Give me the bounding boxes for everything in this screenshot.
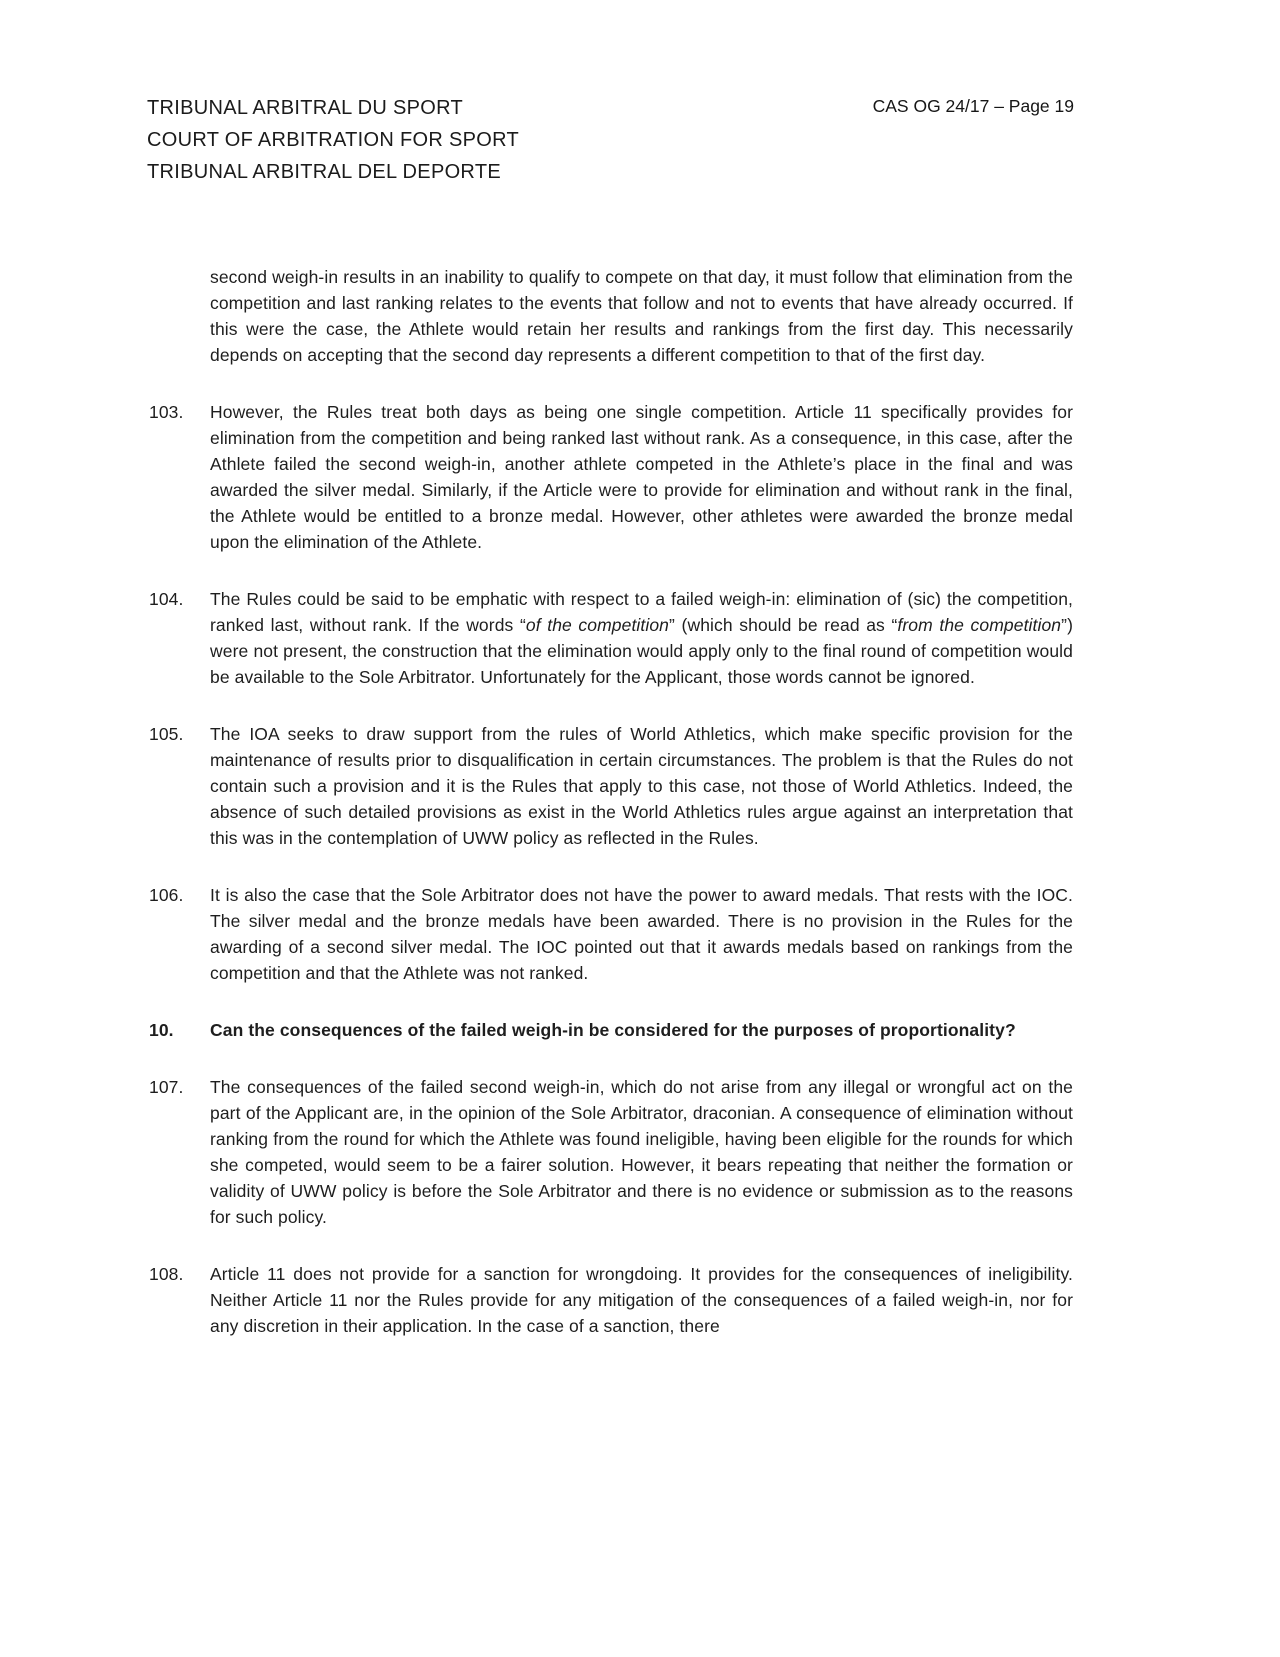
paragraph-number: 108. bbox=[149, 1264, 184, 1284]
document-content bbox=[149, 264, 1073, 1370]
paragraph-text: The IOA seeks to draw support from the rules of World Athletics, which make specific provision for the maintenance of results prior to disqualification in certain circumstances. The problem is that the Rules do not contain such a provision and it is the Rules that apply to this case, not those of World Athletics. Indeed, the absence of such detailed provisions as exist in the World Athletics rules argue against an interpretation that this was in the contemplation of UWW policy as reflected in the Rules. bbox=[210, 724, 1073, 848]
heading-number: 10. bbox=[149, 1020, 174, 1040]
paragraph-106 bbox=[149, 882, 1073, 986]
paragraph-number: 107. bbox=[149, 1077, 184, 1097]
paragraph-number: 103. bbox=[149, 402, 184, 422]
paragraph-108 bbox=[149, 1261, 1073, 1339]
paragraph-text: Article 11 does not provide for a sanction for wrongdoing. It provides for the consequences of ineligibility. Neither Article 11 nor the Rules provide for any mitigation of the consequences of a failed weigh-in, nor for any discretion in their application. In the case of a sanction, there bbox=[210, 1264, 1073, 1336]
italic-quoted-phrase: of the competition bbox=[525, 615, 670, 635]
paragraph-107 bbox=[149, 1074, 1073, 1230]
letterhead-line-english: COURT OF ARBITRATION FOR SPORT bbox=[147, 129, 519, 151]
text-segment: The Rules could be said to be emphatic with respect to a failed weigh-in: elimination of (sic) the competition, ranked last, without rank. If the words “ bbox=[210, 589, 1073, 635]
paragraph-text: However, the Rules treat both days as being one single competition. Article 11 specifically provides for elimination from the competition and being ranked last without rank. As a consequence, in this case, after the Athlete failed the second weigh-in, another athlete competed in the Athlete’s place in the final and was awarded the silver medal. Similarly, if the Article were to provide for elimination and without rank in the final, the Athlete would be entitled to a bronze medal. However, other athletes were awarded the bronze medal upon the elimination of the Athlete. bbox=[210, 402, 1073, 552]
paragraph-number: 104. bbox=[149, 589, 184, 609]
continuation-paragraph: second weigh-in results in an inability to qualify to compete on that day, it must follow that elimination from the competition and last ranking relates to the events that follow and not to events that have already occurred. If this were the case, the Athlete would retain her results and rankings from the first day. This necessarily depends on accepting that the second day represents a different competition to that of the first day. bbox=[210, 267, 1073, 365]
italic-quoted-phrase: from the competition bbox=[897, 615, 1062, 635]
case-reference: CAS OG 24/17 – Page 19 bbox=[872, 96, 1074, 116]
text-segment: ”) were not present, the construction that the elimination would apply only to the final round of competition would be available to the Sole Arbitrator. Unfortunately for the Applicant, those words cannot be ignored. bbox=[210, 615, 1073, 687]
heading-text: Can the consequences of the failed weigh-in be considered for the purposes of proportionality? bbox=[210, 1020, 1016, 1040]
paragraph-number: 105. bbox=[149, 724, 184, 744]
letterhead-line-french: TRIBUNAL ARBITRAL DU SPORT bbox=[147, 97, 464, 119]
letterhead-line-spanish: TRIBUNAL ARBITRAL DEL DEPORTE bbox=[147, 161, 501, 183]
paragraph-number: 106. bbox=[149, 885, 184, 905]
letterhead bbox=[147, 92, 519, 188]
paragraph-text: The consequences of the failed second weigh-in, which do not arise from any illegal or wrongful act on the part of the Applicant are, in the opinion of the Sole Arbitrator, draconian. A consequence of elimination without ranking from the round for which the Athlete was found ineligible, having been eligible for the rounds for which she competed, would seem to be a fairer solution. However, it bears repeating that neither the formation or validity of UWW policy is before the Sole Arbitrator and there is no evidence or submission as to the reasons for such policy. bbox=[210, 1077, 1073, 1227]
text-segment: ” (which should be read as “ bbox=[669, 615, 898, 635]
paragraph-text bbox=[210, 586, 1073, 690]
paragraph-text: It is also the case that the Sole Arbitrator does not have the power to award medals. That rests with the IOC. The silver medal and the bronze medals have been awarded. There is no provision in the Rules for the awarding of a second silver medal. The IOC pointed out that it awards medals based on rankings from the competition and that the Athlete was not ranked. bbox=[210, 885, 1073, 983]
paragraph-104 bbox=[149, 586, 1073, 690]
paragraph-105 bbox=[149, 721, 1073, 851]
paragraph-103 bbox=[149, 399, 1073, 555]
section-heading-10 bbox=[149, 1017, 1073, 1043]
